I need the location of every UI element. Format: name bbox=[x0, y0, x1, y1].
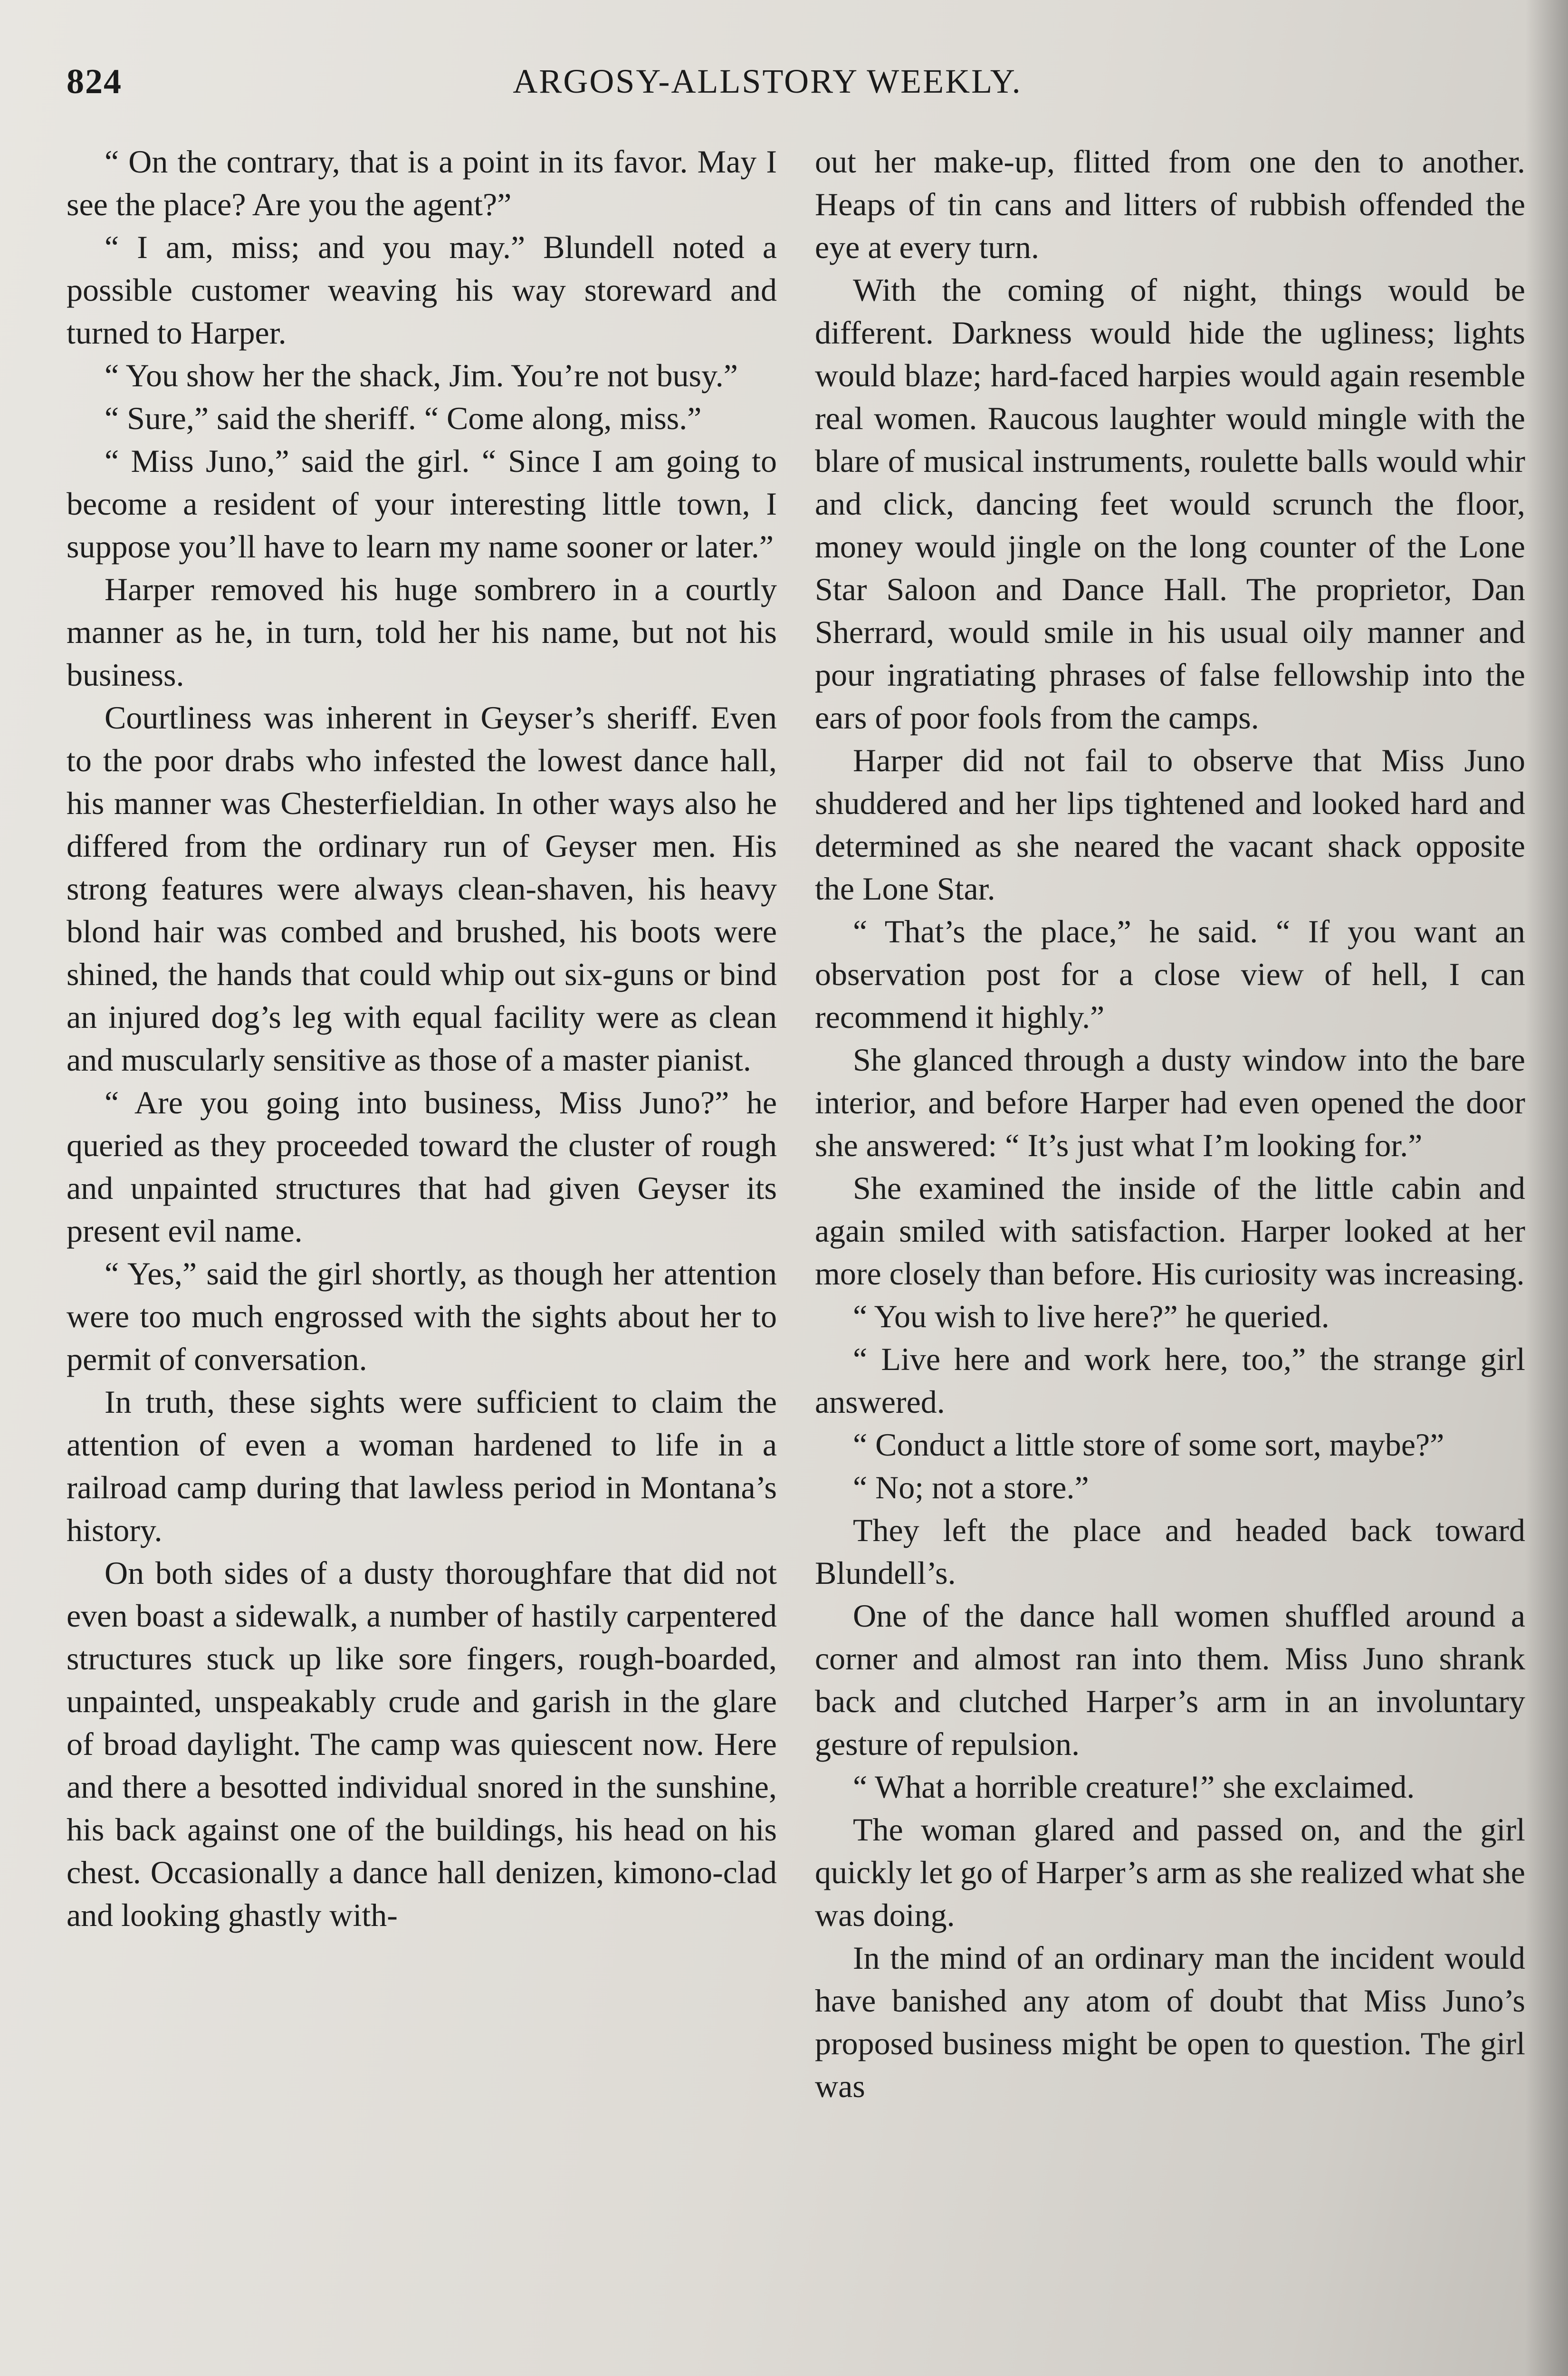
paragraph: “ Yes,” said the girl shortly, as though her attention were too much engrossed with the sights about her to permit of conversation. bbox=[67, 1255, 777, 1377]
running-head bbox=[67, 62, 1468, 114]
paragraph: She examined the inside of the little cabin and again smiled with satisfaction. Harper looked at her more closely than before. His curiosity was increasing. bbox=[815, 1170, 1525, 1292]
paragraph: “ On the contrary, that is a point in its favor. May I see the place? Are you the agent?” bbox=[67, 144, 777, 222]
paragraph: On both sides of a dusty thoroughfare that did not even boast a sidewalk, a number of hastily carpentered structures stuck up like sore fingers, rough-boarded, unpainted, unspeakably crude and garish in the glare of broad daylight. The camp was quiescent now. Here and there a besotted individual snored in the sunshine, his back against one of the buildings, his head on his chest. Occasionally a dance hall denizen, kimono-clad and looking ghastly with- bbox=[67, 1555, 777, 1933]
paragraph: One of the dance hall women shuffled around a corner and almost ran into them. Miss Juno shrank back and clutched Harper’s arm in an involuntary gesture of repulsion. bbox=[815, 1598, 1525, 1762]
paragraph: Harper removed his huge sombrero in a courtly manner as he, in turn, told her his name, but not his business. bbox=[67, 571, 777, 693]
right-text-column bbox=[815, 140, 1525, 2355]
paragraph: In the mind of an ordinary man the incident would have banished any atom of doubt that Miss Juno’s proposed business might be open to question. The girl was bbox=[815, 1940, 1525, 2104]
paragraph: In truth, these sights were sufficient to claim the attention of even a woman hardened to life in a railroad camp during that lawless period in Montana’s history. bbox=[67, 1384, 777, 1548]
paragraph: “ What a horrible creature!” she exclaimed. bbox=[853, 1769, 1415, 1805]
paragraph: “ That’s the place,” he said. “ If you want an observation post for a close view of hell, I can recommend it highly.” bbox=[815, 913, 1525, 1035]
paragraph: “ Live here and work here, too,” the strange girl answered. bbox=[815, 1341, 1525, 1420]
paragraph: out her make-up, flitted from one den to another. Heaps of tin cans and litters of rubbish offended the eye at every turn. bbox=[815, 144, 1525, 265]
paragraph: “ No; not a store.” bbox=[853, 1469, 1089, 1505]
paragraph: Harper did not fail to observe that Miss Juno shuddered and her lips tightened and looked hard and determined as she neared the vacant shack opposite the Lone Star. bbox=[815, 742, 1525, 907]
paragraph: “ Sure,” said the sheriff. “ Come along, miss.” bbox=[105, 400, 702, 436]
paragraph: “ Conduct a little store of some sort, maybe?” bbox=[853, 1427, 1444, 1463]
paragraph: “ I am, miss; and you may.” Blundell noted a possible customer weaving his way storeward and turned to Harper. bbox=[67, 229, 777, 351]
paragraph: “ You show her the shack, Jim. You’re not busy.” bbox=[105, 357, 738, 393]
paragraph: With the coming of night, things would be different. Darkness would hide the ugliness; lights would blaze; hard-faced harpies would again resemble real women. Raucous laughter would mingle with the blare of musical instruments, roulette balls would whir and click, dancing feet would scrunch the floor, money would jingle on the long counter of the Lone Star Saloon and Dance Hall. The proprietor, Dan Sherrard, would smile in his usual oily manner and pour ingratiating phrases of false fellowship into the ears of poor fools from the camps. bbox=[815, 272, 1525, 736]
paragraph: “ Are you going into business, Miss Juno?” he queried as they proceeded toward the cluster of rough and unpainted structures that had given Geyser its present evil name. bbox=[67, 1084, 777, 1249]
paragraph: “ You wish to live here?” he queried. bbox=[853, 1298, 1329, 1334]
paragraph: Courtliness was inherent in Geyser’s sheriff. Even to the poor drabs who infested the lowest dance hall, his manner was Chesterfieldian. In other ways also he differed from the ordinary run of Geyser men. His strong features were always clean-shaven, his heavy blond hair was combed and brushed, his boots were shined, the hands that could whip out six-guns or bind an injured dog’s leg with equal facility were as clean and muscularly sensitive as those of a master pianist. bbox=[67, 699, 777, 1078]
paragraph: “ Miss Juno,” said the girl. “ Since I am going to become a resident of your interesting little town, I suppose you’ll have to learn my name sooner or later.” bbox=[67, 443, 777, 565]
magazine-title: ARGOSY-ALLSTORY WEEKLY. bbox=[513, 62, 1022, 100]
paragraph: The woman glared and passed on, and the girl quickly let go of Harper’s arm as she realized what she was doing. bbox=[815, 1811, 1525, 1933]
paragraph: They left the place and headed back toward Blundell’s. bbox=[815, 1512, 1525, 1591]
page-number: 824 bbox=[67, 62, 122, 101]
left-text-column bbox=[67, 140, 777, 2355]
paragraph: She glanced through a dusty window into the bare interior, and before Harper had even opened the door she answered: “ It’s just what I’m looking for.” bbox=[815, 1042, 1525, 1163]
